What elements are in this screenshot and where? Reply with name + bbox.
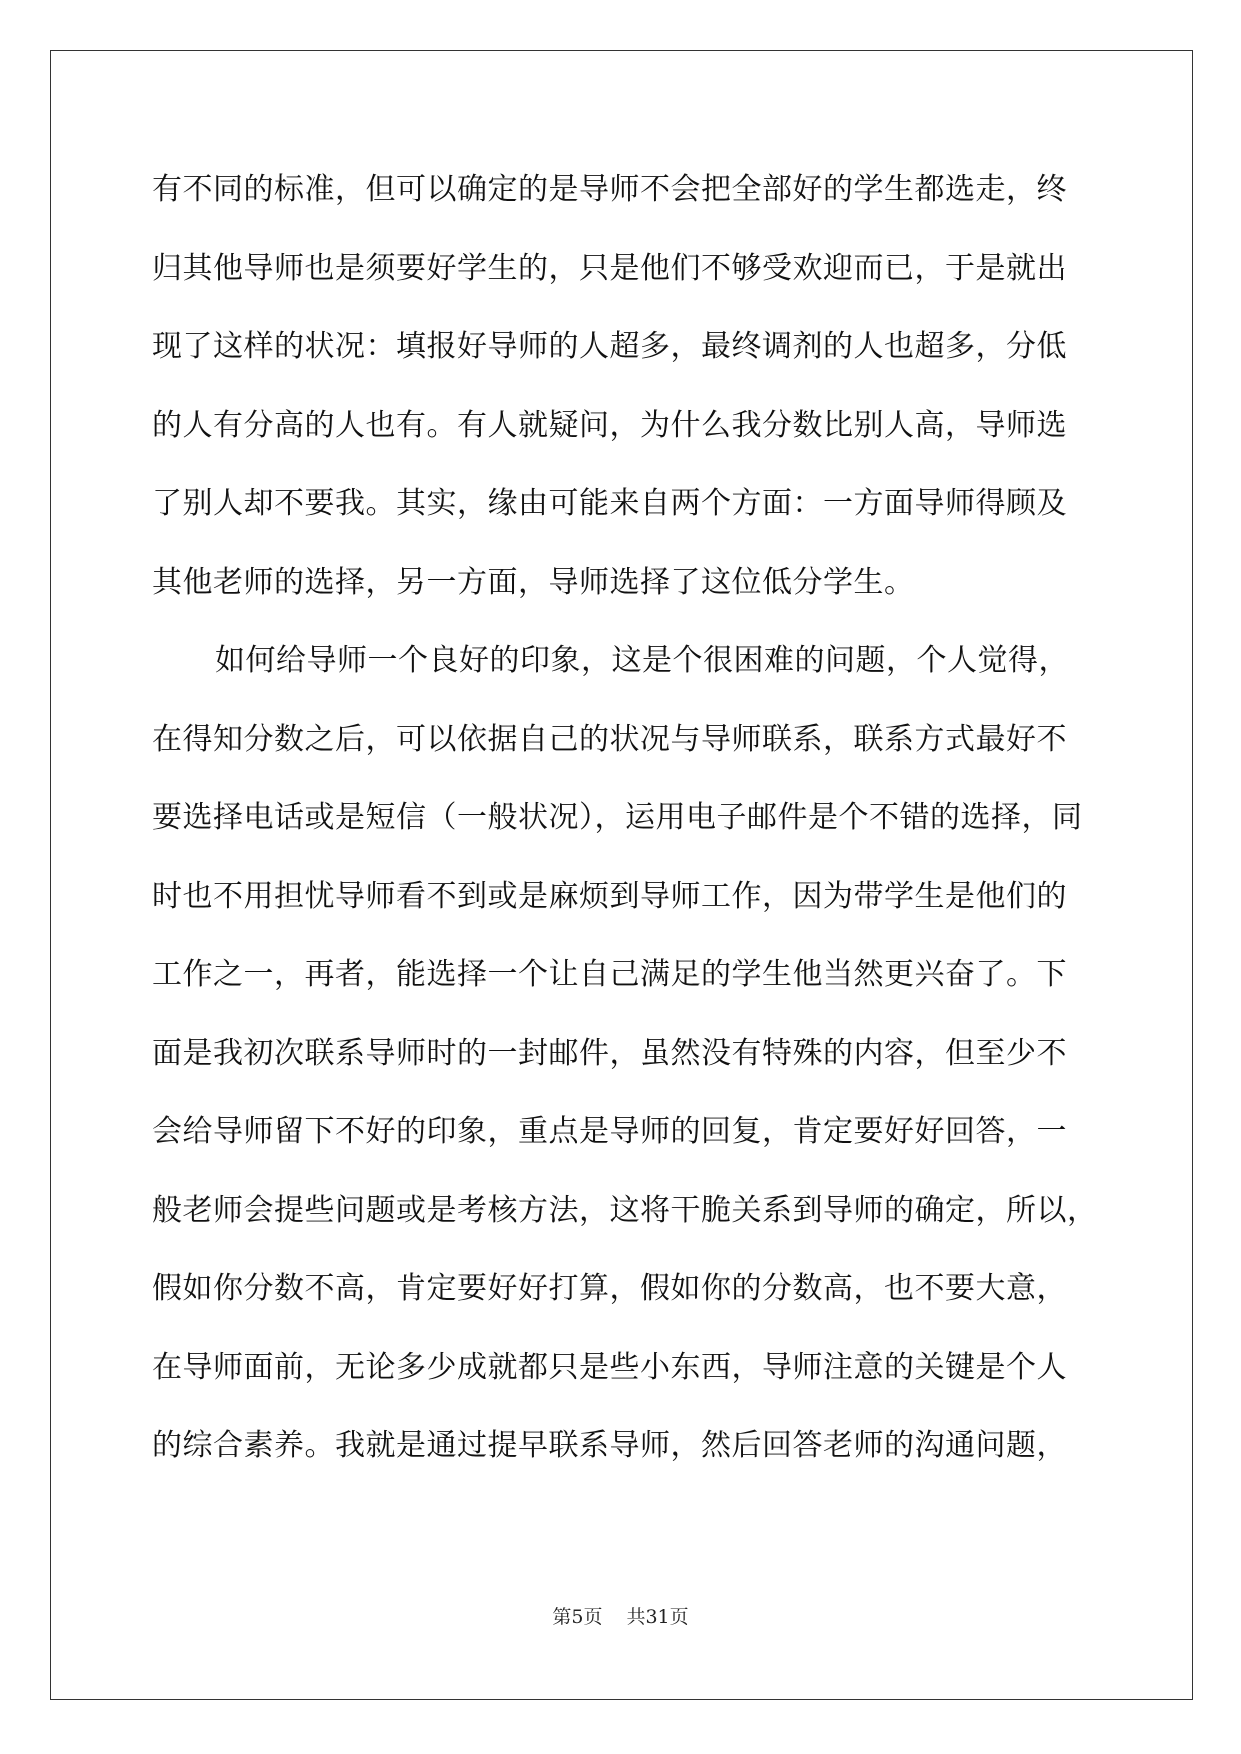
text-line: 归其他导师也是须要好学生的，只是他们不够受欢迎而已，于是就出	[152, 250, 1067, 286]
text-line: 工作之一，再者，能选择一个让自己满足的学生他当然更兴奋了。下	[152, 957, 1067, 992]
body-text	[152, 160, 1112, 1495]
page-total: 共31页	[626, 1606, 689, 1628]
text-line: 现了这样的状况：填报好导师的人超多，最终调剂的人也超多，分低	[152, 329, 1067, 364]
text-line: 在导师面前，无论多少成就都只是些小东西，导师注意的关键是个人	[152, 1349, 1067, 1385]
text-line: 在得知分数之后，可以依据自己的状况与导师联系，联系方式最好不	[152, 721, 1067, 757]
text-line: 有不同的标准，但可以确定的是导师不会把全部好的学生都选走，终	[152, 172, 1067, 207]
text-line: 了别人却不要我。其实，缘由可能来自两个方面：一方面导师得顾及	[152, 486, 1067, 521]
text-line: 面是我初次联系导师时的一封邮件，虽然没有特殊的内容，但至少不	[152, 1035, 1067, 1071]
text-line: 其他老师的选择，另一方面，导师选择了这位低分学生。	[152, 564, 915, 600]
text-line: 般老师会提些问题或是考核方法，这将干脆关系到导师的确定，所以，	[152, 1192, 1098, 1228]
text-line: 的综合素养。我就是通过提早联系导师，然后回答老师的沟通问题，	[152, 1428, 1067, 1463]
text-line-paragraph-start: 如何给导师一个良好的印象，这是个很困难的问题，个人觉得，	[215, 643, 1069, 678]
text-line: 要选择电话或是短信（一般状况），运用电子邮件是个不错的选择，同	[152, 800, 1083, 835]
text-line: 时也不用担忧导师看不到或是麻烦到导师工作，因为带学生是他们的	[152, 878, 1067, 914]
page-number: 第5页	[552, 1606, 603, 1628]
text-line: 的人有分高的人也有。有人就疑问，为什么我分数比别人高，导师选	[152, 407, 1067, 443]
text-line: 假如你分数不高，肯定要好好打算，假如你的分数高，也不要大意，	[152, 1271, 1067, 1306]
text-line: 会给导师留下不好的印象，重点是导师的回复，肯定要好好回答，一	[152, 1114, 1067, 1149]
page-footer	[0, 1602, 1241, 1632]
